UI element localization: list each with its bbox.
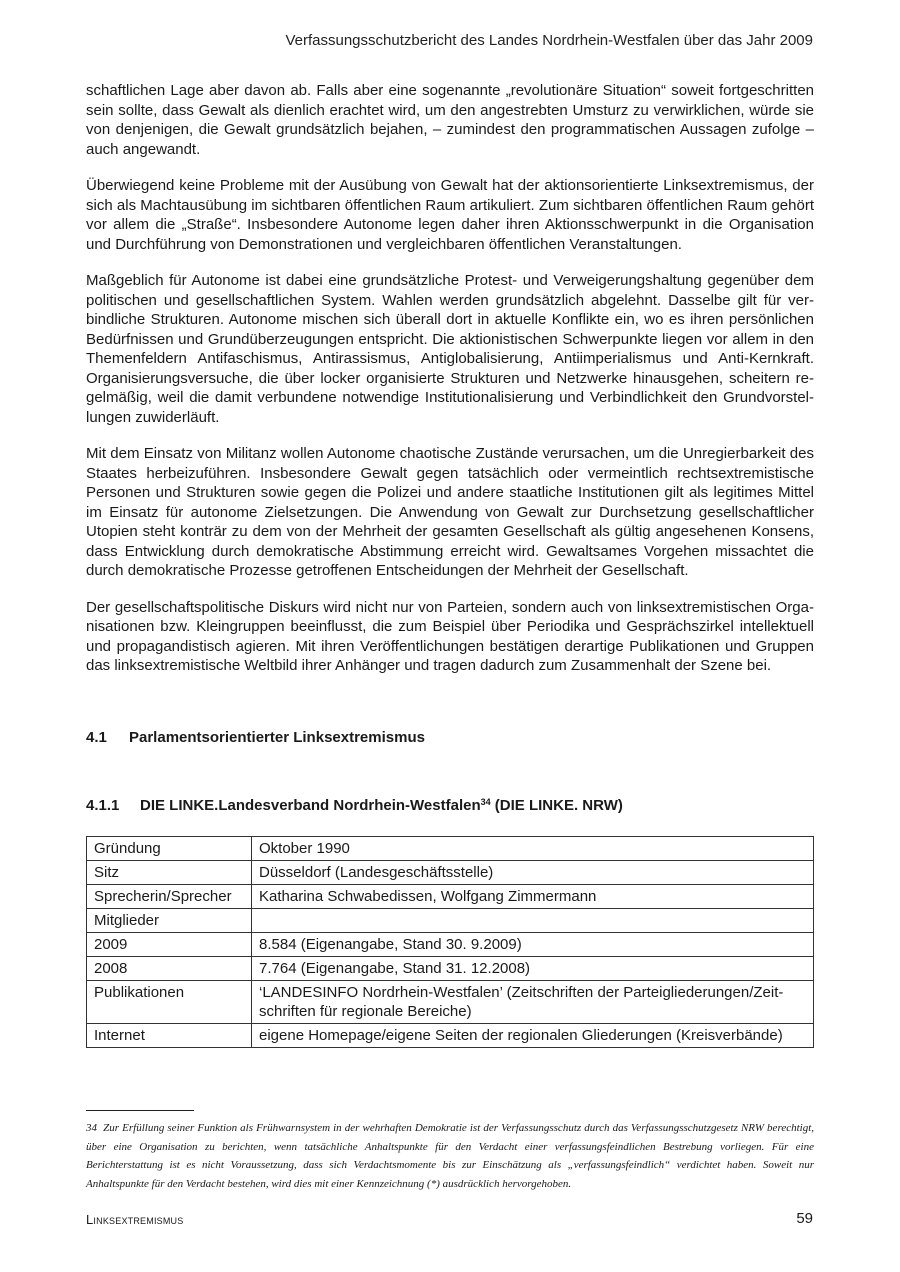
body-text bbox=[86, 81, 814, 693]
subsection-title-suffix: (DIE LINKE. NRW) bbox=[490, 797, 623, 814]
table-row bbox=[87, 933, 814, 957]
table-value bbox=[252, 909, 814, 933]
section-title: Parlamentsorientierter Linksextremismus bbox=[129, 729, 425, 746]
table-value: Düsseldorf (Landesgeschäftsstelle) bbox=[252, 861, 814, 885]
paragraph: Der gesellschaftspolitische Diskurs wird nicht nur von Parteien, sondern auch von linksextremistischen Organisationen bzw. Kleingruppen beeinflusst, die zum Beispiel über Periodika und Gesprächszirkel intellektuell und propagandistisch agieren. Mit ihren Veröffentlichungen bestätigen derartige Publikationen und Gruppen das linksextremistische Weltbild ihrer Anhänger und tragen dadurch zum Zusammenhalt der Szene bei. bbox=[86, 598, 814, 674]
table-row bbox=[87, 861, 814, 885]
paragraph: Überwiegend keine Probleme mit der Ausübung von Gewalt hat der aktionsorientierte Linksextremismus, der sich als Machtausübung im sichtbaren öffentlichen Raum artikuliert. Zum sichtbaren öffentlichen Raum gehört vor allem die „Straße“. Insbesondere Autonome legen daher ihren Aktionsschwerpunkt in die Organisation und Durchführung von Demonstrationen und vergleichbaren öffentlichen Veranstaltungen. bbox=[86, 177, 814, 253]
table-row bbox=[87, 981, 814, 1024]
table-value: Katharina Schwabedissen, Wolfgang Zimmermann bbox=[252, 885, 814, 909]
table-key: Publikationen bbox=[87, 981, 252, 1024]
table-key: Gründung bbox=[87, 837, 252, 861]
footnote-reference: 34 bbox=[480, 797, 491, 807]
footnote-number: 34 bbox=[86, 1122, 97, 1134]
table-value: 7.764 (Eigenangabe, Stand 31. 12.2008) bbox=[252, 957, 814, 981]
table-key: Sprecherin/Sprecher bbox=[87, 885, 252, 909]
table-key: 2008 bbox=[87, 957, 252, 981]
table-key: Internet bbox=[87, 1024, 252, 1048]
table-key: Sitz bbox=[87, 861, 252, 885]
footer-chapter: Linksextremismus bbox=[86, 1212, 184, 1227]
organisation-info-table bbox=[86, 836, 814, 1048]
running-header: Verfassungsschutzbericht des Landes Nordrhein-Westfalen über das Jahr 2009 bbox=[285, 32, 813, 49]
paragraph: schaftlichen Lage aber davon ab. Falls aber eine sogenannte „revolutionäre Situation“ soweit fortgeschritten sein sollte, dass Gewalt als dienlich erachtet wird, um den angestrebten Umsturz zu verwirklichen, würde sie von denjenigen, die Gewalt grundsätzlich bejahen, – zumindest den programmatischen Aussagen zufolge – auch angewandt. bbox=[86, 82, 814, 158]
table-value: ‘LANDESINFO Nordrhein-Westfalen’ (Zeitschriften der Parteigliederungen/Zeitschriften für regionale Bereiche) bbox=[252, 981, 814, 1024]
table-row bbox=[87, 957, 814, 981]
table-key: Mitglieder bbox=[87, 909, 252, 933]
subsection-title: DIE LINKE.Landesverband Nordrhein-Westfalen bbox=[140, 797, 481, 814]
footnote bbox=[86, 1119, 814, 1193]
section-number: 4.1 bbox=[86, 729, 107, 746]
paragraph: Mit dem Einsatz von Militanz wollen Autonome chaotische Zustände verursachen, um die Unregierbarkeit des Staates herbeizuführen. Insbesondere Gewalt gegen tatsächlich oder vermeintlich rechtsextremistische Personen und Strukturen sowie gegen die Polizei und andere staatliche Institutionen gilt als legitimes Mittel im Einsatz für autonome Zielsetzungen. Die Anwendung von Gewalt zur Durchsetzung gesellschaftlicher Utopien steht konträr zu dem von der Mehrheit der gesamten Gesellschaft als gültig angesehenen Konsens, dass Entwicklung durch demokratische Abstimmung erreicht wird. Gewaltsames Vorgehen missachtet die durch demokratische Prozesse getroffenen Entscheidungen der Mehrheit der Gesellschaft. bbox=[86, 445, 814, 579]
subsection-number: 4.1.1 bbox=[86, 797, 120, 814]
page-number: 59 bbox=[796, 1210, 813, 1227]
footnote-divider bbox=[86, 1110, 194, 1111]
table-key: 2009 bbox=[87, 933, 252, 957]
footnote-text: Zur Erfüllung seiner Funktion als Frühwarnsystem in der wehrhaften Demokratie ist der Verfassungsschutz durch das Verfassungsschutzgesetz NRW berechtigt, über eine Organisation zu berichten, wenn tatsächliche Anhaltspunkte für den Verdacht einer verfassungsfeindlichen Bestrebung vorliegen. Für eine Berichterstattung ist es nicht Voraussetzung, dass sich Verdachtsmomente bis zur Einschätzung als „verfassungsfeindlich“ verdichtet haben. Soweit nur Anhaltspunkte für den Verdacht bestehen, wird dies mit einer Kennzeichnung (*) ausdrücklich hervorgehoben. bbox=[86, 1122, 814, 1190]
table-value: Oktober 1990 bbox=[252, 837, 814, 861]
paragraph: Maßgeblich für Autonome ist dabei eine grundsätzliche Protest- und Verweigerungshaltung gegenüber dem politischen und gesellschaftlichen System. Wahlen werden grundsätzlich abgelehnt. Dasselbe gilt für verbindliche Strukturen. Autonome mischen sich überall dort in aktuelle Konflikte ein, wo es ihren persönlichen Bedürfnissen und Grundüberzeugungen entspricht. Die aktionistischen Schwerpunkte liegen vor allem in den Themenfeldern Antifaschismus, Antirassismus, Antiglobalisierung, Antiimperialismus und Anti-Kernkraft. Organisierungsversuche, die über locker organisierte Strukturen und Netzwerke hinausgehen, scheitern regelmäßig, weil die damit verbundene notwendige Institutionalisierung und Verbindlichkeit den Grundvorstellungen zuwiderläuft. bbox=[86, 272, 814, 426]
table-row bbox=[87, 909, 814, 933]
table-row bbox=[87, 1024, 814, 1048]
table-row bbox=[87, 885, 814, 909]
table-value: 8.584 (Eigenangabe, Stand 30. 9.2009) bbox=[252, 933, 814, 957]
table-row bbox=[87, 837, 814, 861]
section-heading bbox=[86, 729, 425, 746]
subsection-heading bbox=[86, 797, 623, 814]
table-value: eigene Homepage/eigene Seiten der regionalen Gliederungen (Kreisverbände) bbox=[252, 1024, 814, 1048]
